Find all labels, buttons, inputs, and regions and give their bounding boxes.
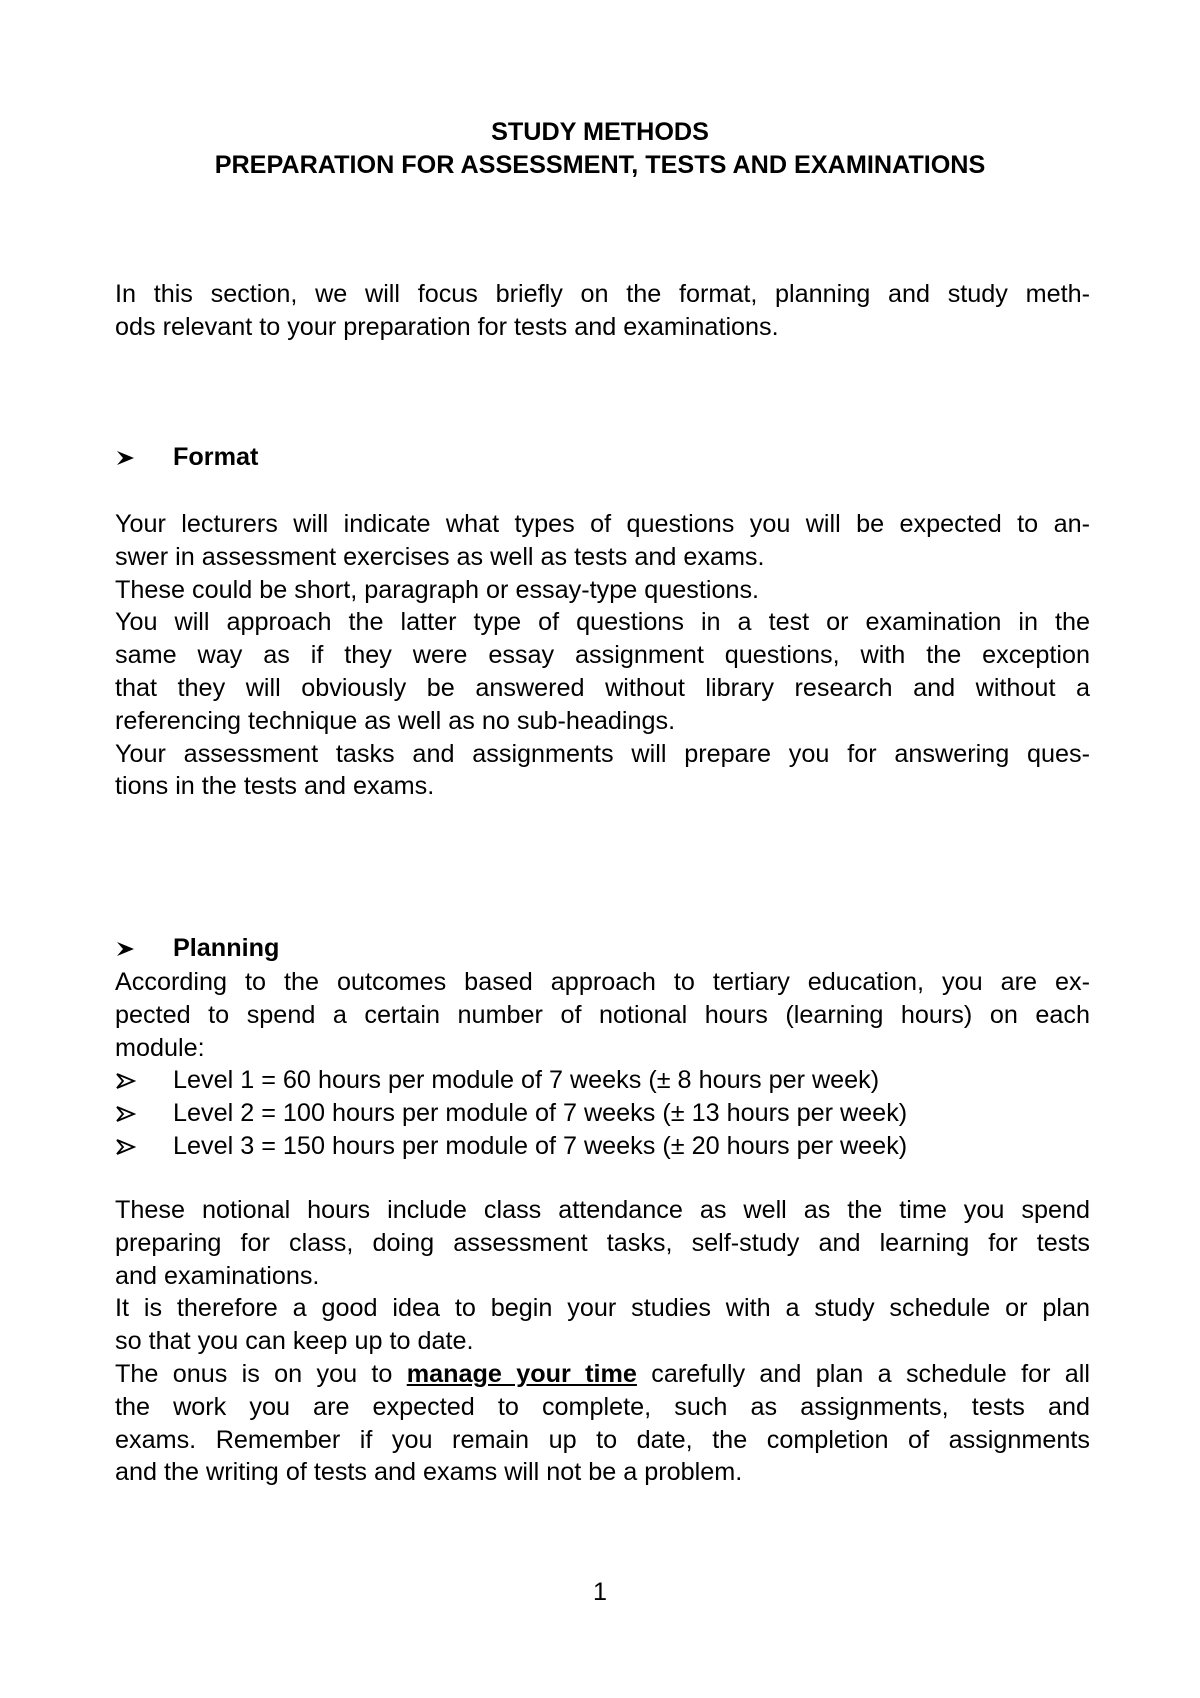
intro-paragraph [115, 278, 1090, 344]
text-line: and examinations. [115, 1261, 320, 1290]
text-line: ods relevant to your preparation for tests and examinations. [115, 312, 779, 341]
text-line: referencing technique as well as no sub-headings. [115, 706, 676, 735]
level-list [115, 1064, 1090, 1162]
onus-text: The onus is on you to [115, 1359, 407, 1388]
chevron-bullet-icon [115, 1105, 136, 1123]
chevron-bullet-icon [115, 441, 136, 474]
text-line: tions in the tests and exams. [115, 772, 435, 801]
text-line: and the writing of tests and exams will not be a problem. [115, 1458, 743, 1487]
text-line: These could be short, paragraph or essay-type questions. [115, 575, 760, 604]
planning-intro-paragraph [115, 966, 1090, 1064]
text-line: pected to spend a certain number of notional hours (learning hours) on each [115, 1000, 1090, 1029]
section-heading-label: Planning [173, 934, 280, 962]
document-subtitle: PREPARATION FOR ASSESSMENT, TESTS AND EXAMINATIONS [214, 151, 986, 179]
text-line: exams. Remember if you remain up to date, the completion of assignments [115, 1425, 1090, 1454]
manage-your-time-emphasis: manage your time [406, 1359, 637, 1388]
text-line: so that you can keep up to date. [115, 1327, 474, 1356]
text-line: Your lecturers will indicate what types of questions you will be expected to an- [115, 510, 1090, 538]
document-title: STUDY METHODS [491, 118, 709, 146]
list-item [115, 1064, 1090, 1097]
text-line: In this section, we will focus briefly on the format, planning and study meth- [115, 280, 1090, 308]
text-line: According to the outcomes based approach to tertiary education, you are ex- [115, 968, 1090, 996]
text-line: These notional hours include class attendance as well as the time you spend [115, 1196, 1090, 1224]
list-item-label: Level 1 = 60 hours per module of 7 weeks (± 8 hours per week) [173, 1066, 880, 1094]
text-line: Your assessment tasks and assignments will prepare you for answering ques- [115, 739, 1090, 768]
chevron-bullet-icon [115, 932, 136, 965]
chevron-bullet-icon [115, 1072, 136, 1090]
text-line: the work you are expected to complete, such as assignments, tests and [115, 1392, 1090, 1421]
onus-text: carefully and plan a schedule for all [636, 1359, 1090, 1388]
text-line: preparing for class, doing assessment tasks, self-study and learning for tests [115, 1228, 1090, 1257]
list-item-label: Level 2 = 100 hours per module of 7 weeks (± 13 hours per week) [173, 1098, 908, 1127]
format-heading [115, 441, 1090, 474]
text-line: module: [115, 1033, 205, 1062]
planning-heading [115, 932, 1090, 965]
list-item [115, 1097, 1090, 1130]
list-item-label: Level 3 = 150 hours per module of 7 weeks (± 20 hours per week) [173, 1131, 908, 1160]
text-line: same way as if they were essay assignment questions, with the exception [115, 641, 1090, 670]
planning-body-paragraph [115, 1194, 1090, 1489]
format-paragraph [115, 508, 1090, 803]
text-line: swer in assessment exercises as well as tests and exams. [115, 542, 765, 571]
chevron-bullet-icon [115, 1138, 136, 1156]
section-heading-label: Format [173, 443, 259, 471]
text-line: that they will obviously be answered without library research and without a [115, 673, 1090, 702]
text-line: It is therefore a good idea to begin your studies with a study schedule or plan [115, 1294, 1090, 1323]
list-item [115, 1130, 1090, 1163]
onus-line [115, 1358, 1090, 1391]
text-line: You will approach the latter type of questions in a test or examination in the [115, 608, 1090, 637]
page-number: 1 [592, 1578, 607, 1606]
